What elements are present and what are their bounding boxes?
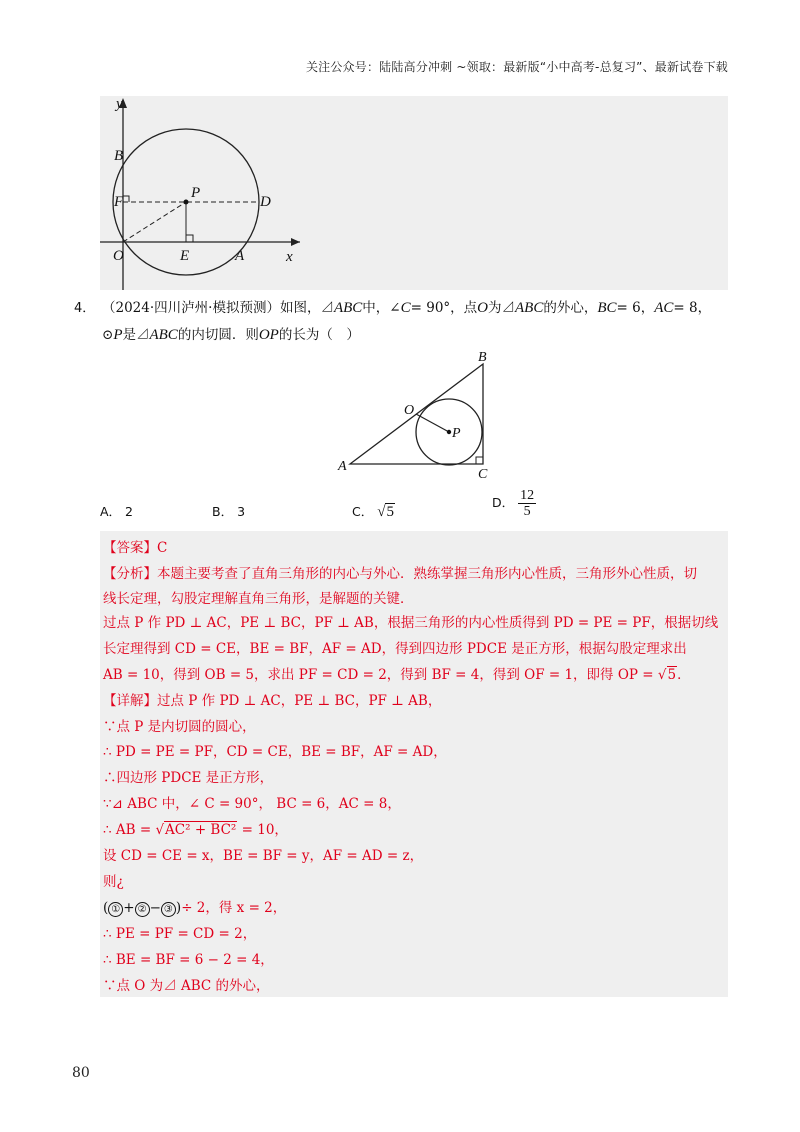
figure-triangle-incircle (330, 346, 510, 490)
fig2-label-b: B (478, 350, 487, 365)
analysis-line-3: 过点 P 作 PD ⊥ AC，PE ⊥ BC，PF ⊥ AB，根据三角形的内心性质得到 PD = PE = PF，根据切线 (103, 615, 719, 631)
label-e: E (180, 248, 190, 264)
label-x: x (286, 249, 293, 265)
option-c: C． √5 (352, 504, 394, 520)
option-a: A． 2 (100, 504, 133, 519)
analysis-line-2: 线长定理，勾股定理解直角三角形，是解题的关键． (103, 591, 414, 607)
question-4 (74, 295, 734, 349)
analysis-line-5: AB = 10，得到 OB = 5，求出 PF = CD = 2，得到 BF = 4，得到 OF = 1，即得 OP = √5． (103, 667, 691, 683)
step-9: ∴ PE = PF = CD = 2， (103, 926, 257, 942)
solution-block (100, 531, 728, 997)
step-2: ∴ PD = PE = PF，CD = CE，BE = BF，AF = AD， (103, 744, 447, 760)
label-f: F (114, 194, 124, 210)
fig2-label-c: C (478, 467, 488, 482)
step-11: ∵点 O 为⊿ ABC 的外心， (103, 978, 270, 994)
fig2-label-a: A (338, 459, 347, 474)
question-text: （2024·四川泸州·模拟预测）如图，⊿ABC中，∠C= 90°，点O为⊿ABC的外心，BC= 6，AC= 8， ⊙P是⊿ABC的内切圆．则OP的长为（ ） (102, 300, 712, 343)
fig2-label-p: P (452, 426, 461, 441)
analysis-line-1: 【分析】本题主要考查了直角三角形的内心与外心．熟练掌握三角形内心性质，三角形外心性质，切 (103, 566, 697, 582)
page-number: 80 (72, 1065, 90, 1081)
label-b: B (114, 148, 124, 164)
step-5: ∴ AB = √AC² + BC² = 10， (103, 822, 288, 838)
option-b: B． 3 (212, 504, 246, 519)
fig2-label-o: O (404, 403, 415, 418)
label-p: P (191, 185, 201, 201)
step-8: ( ① + ② − ③ )÷ 2，得 x = 2， (103, 900, 287, 916)
analysis-line-4: 长定理得到 CD = CE，BE = BF，AF = AD，得到四边形 PDCE 是正方形，根据勾股定理求出 (103, 641, 687, 657)
step-3: ∴四边形 PDCE 是正方形， (103, 770, 274, 786)
step-10: ∴ BE = BF = 6 − 2 = 4， (103, 952, 274, 968)
answer-line: 【答案】C (103, 540, 168, 556)
figure-circle-coordinate (100, 96, 728, 290)
label-o: O (113, 248, 124, 264)
answer-options (100, 490, 600, 530)
label-d: D (260, 194, 271, 210)
step-7: 则¿ (103, 874, 124, 890)
step-1: ∵点 P 是内切圆的圆心， (103, 719, 256, 735)
detail-line: 【详解】过点 P 作 PD ⊥ AC，PE ⊥ BC，PF ⊥ AB， (103, 693, 442, 709)
label-a: A (235, 248, 245, 264)
option-d: D． $\frac{12}{5}$ (492, 488, 535, 519)
step-6: 设 CD = CE = x，BE = BF = y，AF = AD = z， (103, 848, 424, 864)
page-header: 关注公众号：陆陆高分冲刺 ~领取：最新版“小中高考-总复习”、最新试卷下载 (305, 60, 728, 74)
label-y: y (116, 96, 123, 112)
question-number: 4． (74, 301, 96, 316)
step-4: ∵⊿ ABC 中，∠ C = 90°， BC = 6，AC = 8， (103, 796, 401, 812)
